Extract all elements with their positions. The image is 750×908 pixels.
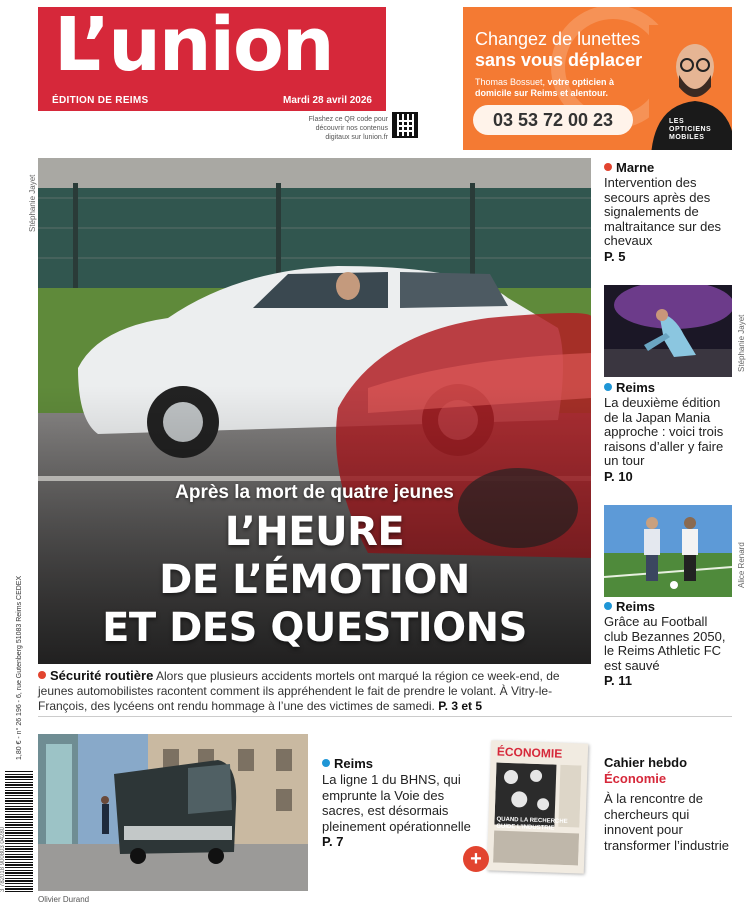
teaser-page-ref: P. 5	[604, 248, 626, 264]
football-photo-credit: Alice Renard	[737, 542, 746, 588]
hero-story[interactable]	[38, 158, 591, 664]
supplement-text: À la rencontre de chercheurs qui innovent pour transformer l’industrie	[604, 791, 729, 853]
football-photo[interactable]	[604, 505, 732, 597]
issue-date: Mardi 28 avril 2026	[283, 95, 372, 106]
newspaper-logo: L’union	[54, 2, 333, 88]
ad-brand-line-3: MOBILES	[669, 134, 705, 141]
ad-headline-1: Changez de lunettes	[475, 29, 641, 49]
hero-photo-credit: Stéphanie Jayet	[28, 174, 37, 232]
teaser-page-ref: P. 11	[604, 673, 632, 688]
bus-image	[38, 734, 308, 891]
japan-mania-image	[604, 285, 732, 377]
barcode-number: 3 782018 900803 04280	[0, 826, 6, 892]
teaser-page-ref: P. 7	[322, 834, 344, 849]
edition-label: ÉDITION DE REIMS	[52, 95, 149, 106]
teaser-text: La ligne 1 du BHNS, qui emprunte la Voie des sacres, est désormais pleinement opérationnelle	[322, 772, 471, 834]
hero-headline-line-1: L’HEURE	[224, 509, 405, 555]
teaser-location	[322, 756, 472, 772]
japan-mania-photo[interactable]	[604, 285, 732, 377]
teaser-text: La deuxième édition de la Japan Mania approche : voici trois raisons d’aller y faire un tour	[604, 395, 724, 468]
hero-headline-line-2: DE L’ÉMOTION	[159, 557, 470, 603]
ad-brand	[669, 118, 711, 142]
ad-brand-line-2: OPTICIENS	[669, 126, 712, 133]
teaser-bhns[interactable]	[322, 756, 472, 849]
japan-mania-photo-credit: Stéphanie Jayet	[737, 314, 746, 372]
bus-photo-credit: Olivier Durand	[38, 895, 90, 904]
category-dot-icon	[604, 602, 612, 610]
qr-caption: Flashez ce QR code pour découvrir nos contenus digitaux sur lunion.fr	[308, 116, 388, 141]
qr-code-icon[interactable]	[392, 112, 418, 138]
issue-price-line: 1,80 € - n° 26 196 - 6, rue Gutenberg 51083 Reims CEDEX	[16, 575, 23, 760]
football-image	[604, 505, 732, 597]
optician-ad[interactable]	[463, 7, 732, 150]
teaser-marne[interactable]	[604, 160, 734, 264]
teaser-page-ref: P. 10	[604, 468, 633, 484]
ad-sub-name: Thomas Bossuet,	[475, 77, 546, 87]
ad-brand-line-1: LES	[669, 118, 685, 125]
hero-kicker: Après la mort de quatre jeunes	[175, 482, 454, 503]
category-dot-icon	[322, 759, 330, 767]
tram-bus-photo[interactable]	[38, 734, 308, 891]
lead-tag: Sécurité routière	[50, 668, 154, 683]
supplement-label: Cahier hebdo	[604, 755, 688, 770]
barcode-icon	[5, 770, 33, 892]
hero-lead-paragraph[interactable]	[38, 668, 593, 714]
teaser-location-label: Reims	[616, 599, 656, 614]
ad-sub-rest: votre opticien à domicile sur Reims et alentour.	[475, 77, 615, 98]
teaser-football[interactable]	[604, 599, 734, 688]
teaser-location-label: Marne	[616, 160, 655, 175]
supplement-teaser[interactable]	[604, 755, 732, 853]
supplement-cover-line: QUAND LA RECHERCHE GUIDE L’INDUSTRIE	[496, 816, 568, 832]
teaser-text: Intervention des secours après des signalements de maltraitance sur des chevaux	[604, 175, 722, 248]
teaser-text: Grâce au Football club Bezannes 2050, le Reims Athletic FC est sauvé	[604, 614, 726, 673]
category-dot-icon	[38, 671, 46, 679]
ad-subtext	[475, 77, 645, 99]
supplement-cover-image	[493, 763, 581, 866]
hero-headline	[38, 508, 591, 652]
hero-headline-line-3: ET DES QUESTIONS	[102, 605, 527, 651]
plus-icon[interactable]: +	[463, 846, 489, 872]
masthead[interactable]	[38, 2, 386, 111]
teaser-location-label: Reims	[616, 380, 656, 395]
teaser-location-label: Reims	[334, 756, 374, 771]
lead-text: Alors que plusieurs accidents mortels ont marqué la région ce week-end, de jeunes automobilistes racontent comment ils appréhendent le fait de prendre le volant. À Vitry-le-François, des lycéens ont rendu hommage à l’une des victimes de samedi.	[38, 669, 560, 713]
category-dot-icon	[604, 163, 612, 171]
economie-supplement-cover[interactable]	[487, 740, 588, 873]
supplement-cover-title: ÉCONOMIE	[496, 744, 563, 761]
teaser-location	[604, 160, 734, 176]
teaser-location	[604, 599, 734, 615]
teaser-japan-mania[interactable]	[604, 380, 734, 484]
lead-page-ref: P. 3 et 5	[434, 699, 483, 713]
section-divider	[38, 716, 732, 717]
teaser-location	[604, 380, 734, 396]
category-dot-icon	[604, 383, 612, 391]
ad-headline-2: sans vous déplacer	[475, 50, 643, 70]
supplement-name: Économie	[604, 771, 667, 786]
ad-phone-number[interactable]: 03 53 72 00 23	[473, 105, 633, 135]
